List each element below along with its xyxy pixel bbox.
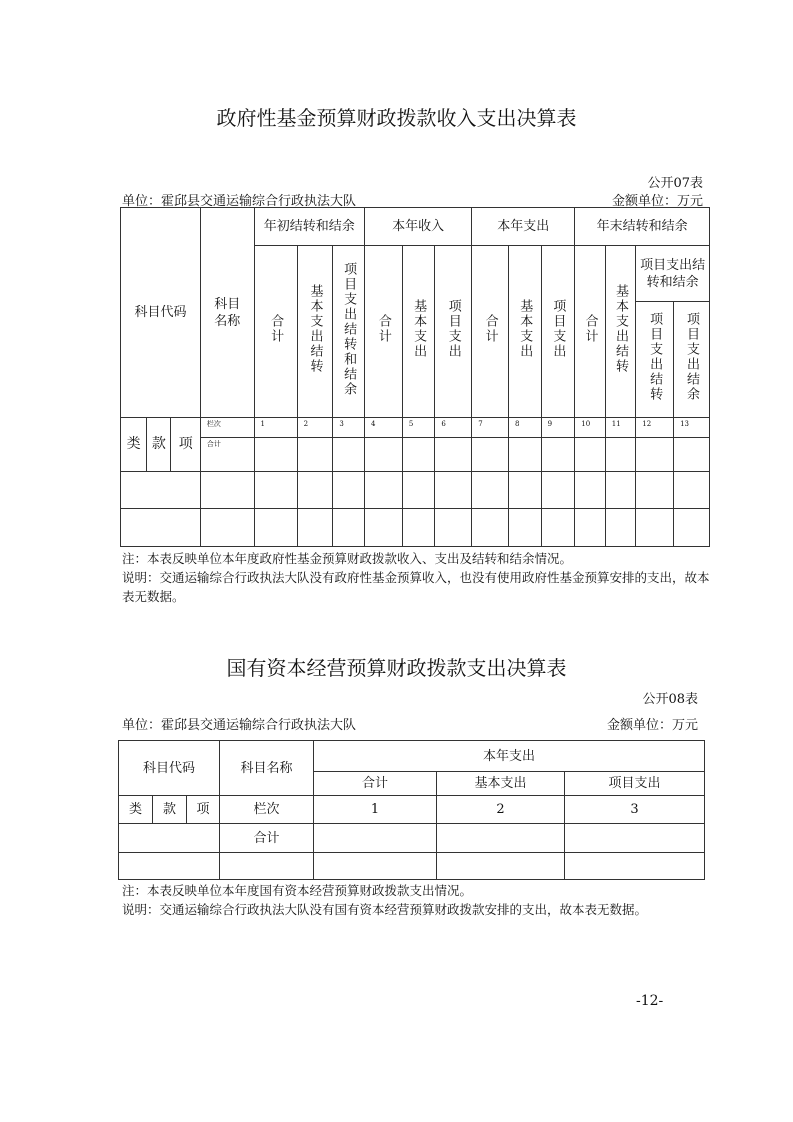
column-number: 3 <box>333 418 365 438</box>
cell <box>541 509 575 547</box>
cell <box>121 472 201 509</box>
cell <box>402 472 435 509</box>
header-end-project-balance: 项目支出结余 <box>674 302 710 418</box>
cell <box>435 472 472 509</box>
cell <box>565 824 705 853</box>
cell <box>333 472 365 509</box>
cell <box>472 438 509 472</box>
t2-header-basic: 基本支出 <box>437 772 565 796</box>
t2-header-subject-name: 科目名称 <box>220 741 314 796</box>
cell <box>605 438 636 472</box>
header-expense: 本年支出 <box>472 208 575 246</box>
t2-column-number: 1 <box>314 796 437 824</box>
column-number: 13 <box>674 418 710 438</box>
cell <box>605 472 636 509</box>
cell <box>220 853 314 880</box>
cell <box>297 438 333 472</box>
header-begin-total: 合计 <box>254 246 297 418</box>
t2-column-number-row <box>119 796 705 824</box>
cell <box>674 438 710 472</box>
cell <box>333 509 365 547</box>
header-income: 本年收入 <box>364 208 471 246</box>
t2-header-lei: 类 <box>119 796 153 824</box>
column-number: 7 <box>472 418 509 438</box>
column-number: 8 <box>509 418 542 438</box>
sum-row <box>121 438 710 472</box>
cell <box>200 509 254 547</box>
cell <box>314 853 437 880</box>
cell <box>575 438 606 472</box>
cell <box>541 472 575 509</box>
table1-unit: 单位：霍邱县交通运输综合行政执法大队 <box>122 194 357 209</box>
cell <box>254 438 297 472</box>
header-subject-name: 科目名称 <box>200 208 254 418</box>
header-lei: 类 <box>121 418 147 472</box>
column-number-row <box>121 418 710 438</box>
table2-unit: 单位：霍邱县交通运输综合行政执法大队 <box>122 718 357 733</box>
t2-header-project: 项目支出 <box>565 772 705 796</box>
header-begin-project: 项目支出结转和结余 <box>333 246 365 418</box>
header-end-balance: 年末结转和结余 <box>575 208 710 246</box>
column-number: 11 <box>605 418 636 438</box>
table1-explanation: 说明：交通运输综合行政执法大队没有政府性基金预算收入，也没有使用政府性基金预算安排的支出，故本表无数据。 <box>122 570 710 604</box>
header-expense-project: 项目支出 <box>541 246 575 418</box>
header-begin-balance: 年初结转和结余 <box>254 208 364 246</box>
cell <box>636 438 674 472</box>
column-number: 4 <box>364 418 402 438</box>
header-expense-total: 合计 <box>472 246 509 418</box>
cell <box>200 472 254 509</box>
cell <box>254 472 297 509</box>
table-row <box>119 853 705 880</box>
t2-header-xiang: 项 <box>187 796 220 824</box>
cell <box>437 824 565 853</box>
column-number-label: 栏次 <box>200 418 254 438</box>
table2 <box>118 740 705 880</box>
column-number: 12 <box>636 418 674 438</box>
cell <box>435 509 472 547</box>
header-income-project: 项目支出 <box>435 246 472 418</box>
table1 <box>120 207 710 547</box>
cell <box>509 438 542 472</box>
header-kuan: 款 <box>147 418 171 472</box>
cell <box>121 509 201 547</box>
table1-number: 公开07表 <box>647 176 703 191</box>
cell <box>402 438 435 472</box>
header-begin-basic: 基本支出结转 <box>297 246 333 418</box>
header-income-total: 合计 <box>364 246 402 418</box>
cell <box>674 472 710 509</box>
t2-sum-row-label: 合计 <box>220 824 314 853</box>
cell <box>541 438 575 472</box>
t2-header-subject-code: 科目代码 <box>119 741 220 796</box>
page-number: -12- <box>636 993 664 1009</box>
t2-header-expense: 本年支出 <box>314 741 705 772</box>
cell <box>575 472 606 509</box>
t2-header-kuan: 款 <box>153 796 187 824</box>
header-subject-code: 科目代码 <box>121 208 201 418</box>
cell <box>364 472 402 509</box>
table2-currency-unit: 金额单位：万元 <box>606 718 698 733</box>
table1-title: 政府性基金预算财政拨款收入支出决算表 <box>216 106 577 130</box>
header-end-project-group: 项目支出结转和结余 <box>636 246 710 302</box>
table1-note: 注：本表反映单位本年度政府性基金预算财政拨款收入、支出及结转和结余情况。 <box>122 551 573 566</box>
header-xiang: 项 <box>171 418 200 472</box>
table2-note: 注：本表反映单位本年度国有资本经营预算财政拨款支出情况。 <box>122 883 473 898</box>
cell <box>364 438 402 472</box>
t2-header-total: 合计 <box>314 772 437 796</box>
column-number: 10 <box>575 418 606 438</box>
column-number: 2 <box>297 418 333 438</box>
cell <box>509 509 542 547</box>
table-row <box>121 472 710 509</box>
cell <box>364 509 402 547</box>
sum-row-label: 合计 <box>200 438 254 472</box>
cell <box>402 509 435 547</box>
cell <box>119 824 220 853</box>
t2-column-number-label: 栏次 <box>220 796 314 824</box>
cell <box>119 853 220 880</box>
header-end-basic: 基本支出结转 <box>605 246 636 418</box>
cell <box>472 472 509 509</box>
table2-number: 公开08表 <box>642 692 698 707</box>
column-number: 9 <box>541 418 575 438</box>
header-end-total: 合计 <box>575 246 606 418</box>
cell <box>605 509 636 547</box>
column-number: 1 <box>254 418 297 438</box>
column-number: 5 <box>402 418 435 438</box>
t2-sum-row <box>119 824 705 853</box>
cell <box>674 509 710 547</box>
cell <box>472 509 509 547</box>
cell <box>314 824 437 853</box>
cell <box>297 472 333 509</box>
cell <box>636 472 674 509</box>
cell <box>333 438 365 472</box>
header-income-basic: 基本支出 <box>402 246 435 418</box>
header-expense-basic: 基本支出 <box>509 246 542 418</box>
cell <box>437 853 565 880</box>
cell <box>435 438 472 472</box>
cell <box>297 509 333 547</box>
cell <box>565 853 705 880</box>
table1-currency-unit: 金额单位：万元 <box>611 194 703 209</box>
table2-explanation: 说明：交通运输综合行政执法大队没有国有资本经营预算财政拨款安排的支出，故本表无数据。 <box>122 902 648 917</box>
header-end-project-carry: 项目支出结转 <box>636 302 674 418</box>
t2-column-number: 2 <box>437 796 565 824</box>
t2-column-number: 3 <box>565 796 705 824</box>
cell <box>509 472 542 509</box>
table2-title: 国有资本经营预算财政拨款支出决算表 <box>226 656 567 680</box>
cell <box>575 509 606 547</box>
cell <box>636 509 674 547</box>
column-number: 6 <box>435 418 472 438</box>
table-row <box>121 509 710 547</box>
cell <box>254 509 297 547</box>
